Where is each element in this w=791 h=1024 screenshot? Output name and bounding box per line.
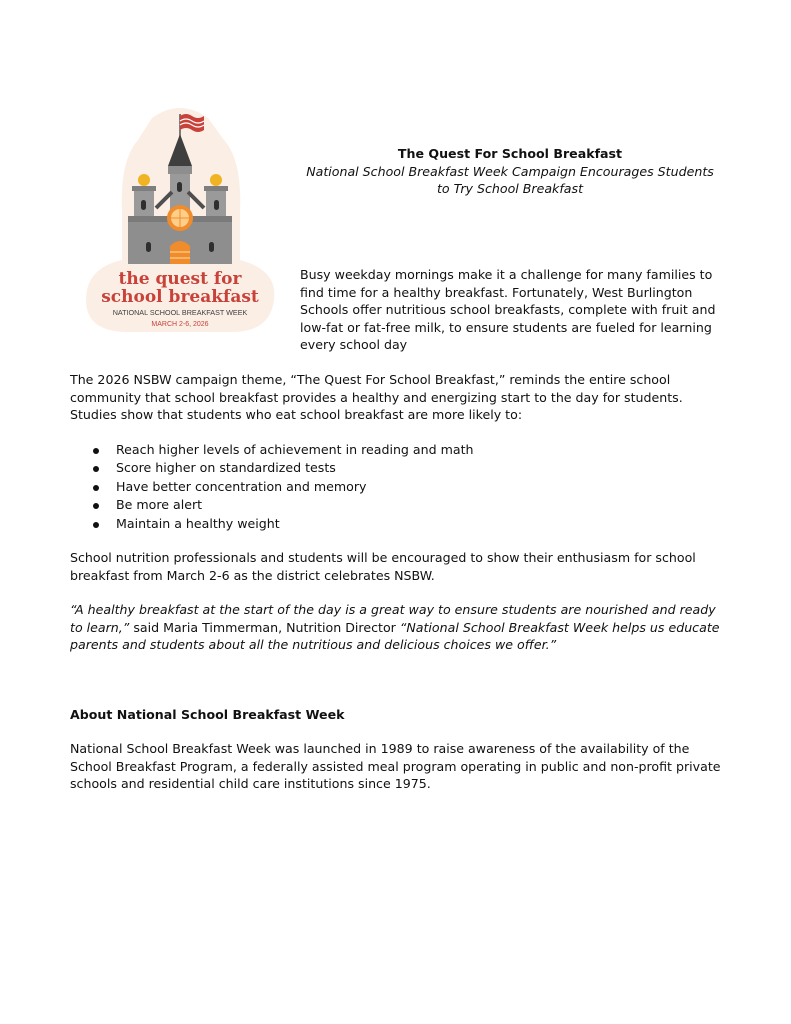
logo-dates: MARCH 2-6, 2026	[151, 321, 209, 328]
quest-for-school-breakfast-logo	[82, 100, 278, 336]
list-item: Be more alert	[70, 496, 730, 514]
document-subtitle: National School Breakfast Week Campaign Encourages Students to Try School Breakfast	[306, 163, 714, 196]
document-header	[300, 145, 720, 198]
list-item: Have better concentration and memory	[70, 478, 730, 496]
benefits-list	[70, 441, 730, 533]
intro-paragraph: Busy weekday mornings make it a challenge for many families to find time for a healthy breakfast. Fortunately, West Burlington Schools offer nutritious school breakfasts, complete with fruit and low-fat or fat-free milk, to ensure students are fueled for learning every school day	[300, 267, 716, 353]
logo-title-line1: the quest for	[118, 269, 242, 289]
quote-paragraph	[70, 601, 730, 654]
celebration-paragraph: School nutrition professionals and students will be encouraged to show their enthusiasm for school breakfast from March 2-6 as the district celebrates NSBW.	[70, 550, 696, 583]
about-heading: About National School Breakfast Week	[70, 707, 345, 722]
document-title: The Quest For School Breakfast	[397, 146, 623, 161]
logo-title-line2: school breakfast	[101, 287, 259, 307]
list-item: Score higher on standardized tests	[70, 459, 730, 477]
theme-paragraph: The 2026 NSBW campaign theme, “The Quest For School Breakfast,” reminds the entire school community that school breakfast provides a healthy and energizing start to the day for students. Studies show that students who eat school breakfast are more likely to:	[70, 372, 683, 423]
list-item: Reach higher levels of achievement in reading and math	[70, 441, 730, 459]
quote-attribution: said Maria Timmerman, Nutrition Director	[129, 619, 400, 635]
list-item: Maintain a healthy weight	[70, 515, 730, 533]
quote-part1: “A healthy breakfast at the start of the day is a great way to ensure students are nourished and ready to learn,”	[70, 602, 716, 635]
logo-subtitle: NATIONAL SCHOOL BREAKFAST WEEK	[112, 308, 248, 317]
quote-part2: “National School Breakfast Week helps us educate parents and students about all the nutritious and delicious choices we offer.”	[70, 619, 720, 653]
about-paragraph: National School Breakfast Week was launched in 1989 to raise awareness of the availability of the School Breakfast Program, a federally assisted meal program operating in public and non-profit private schools and residential child care institutions since 1975.	[70, 741, 721, 792]
